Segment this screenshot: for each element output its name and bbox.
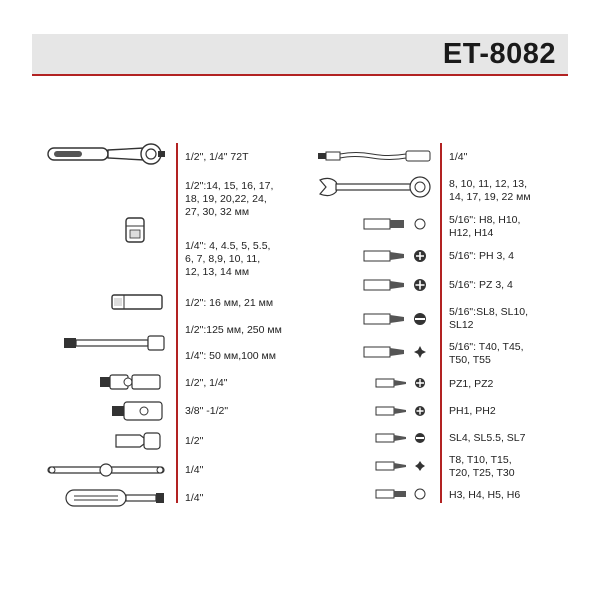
deep-socket-label: 1/2": 16 мм, 21 мм — [185, 297, 274, 309]
left-divider — [176, 143, 178, 503]
hex-small-bit-label: H3, H4, H5, H6 — [449, 489, 521, 501]
hex-bit-label: 5/16": H8, H10, H12, H14 — [449, 214, 521, 239]
slotted-small-bit-icon — [374, 431, 428, 445]
adapter-socket-label: 1/2" — [185, 435, 204, 447]
deep-socket-icon — [110, 293, 164, 311]
socket-sizes-half: 1/2":14, 15, 16, 17, 18, 19, 20,22, 24, 27, 30, 32 мм — [185, 180, 274, 218]
title-bar — [32, 34, 568, 76]
pozidriv-small-bit-label: PZ1, PZ2 — [449, 378, 494, 390]
phillips-bit-label: 5/16": PH 3, 4 — [449, 250, 515, 262]
socket-sizes-quarter: 1/4": 4, 4.5, 5, 5.5, 6, 7, 8,9, 10, 11, 12, 13, 14 мм — [185, 240, 271, 278]
extension-bar-label: 1/2":125 мм, 250 мм — [185, 324, 282, 336]
torx-bit-icon — [362, 344, 428, 360]
ratchet-icon — [46, 143, 168, 165]
phillips-small-bit-icon — [374, 404, 428, 418]
pozidriv-bit-icon — [362, 277, 428, 293]
pozidriv-small-bit-icon — [374, 376, 428, 390]
extension-bar-label-2: 1/4": 50 мм,100 мм — [185, 350, 276, 362]
torx-small-bit-icon — [374, 459, 428, 473]
slotted-bit-label: 5/16":SL8, SL10, SL12 — [449, 306, 529, 331]
adapter-icon — [110, 400, 166, 422]
extension-bar-icon — [62, 334, 166, 352]
slotted-small-bit-label: SL4, SL5.5, SL7 — [449, 432, 526, 444]
hex-small-bit-icon — [374, 487, 428, 501]
flex-extension-icon — [316, 148, 434, 164]
combination-wrench-label: 8, 10, 11, 12, 13, 14, 17, 19, 22 мм — [449, 178, 531, 203]
spinner-handle-label: 1/4" — [185, 492, 204, 504]
pozidriv-bit-label: 5/16": PZ 3, 4 — [449, 279, 513, 291]
model-number: ET-8082 — [442, 38, 556, 70]
right-divider — [440, 143, 442, 503]
t-handle-icon — [46, 461, 166, 479]
universal-joint-label: 1/2", 1/4" — [185, 377, 228, 389]
universal-joint-icon — [98, 373, 164, 391]
combination-wrench-icon — [316, 174, 434, 200]
flex-extension-label: 1/4" — [449, 151, 468, 163]
ratchet-label: 1/2", 1/4" 72T — [185, 151, 249, 163]
spinner-handle-icon — [64, 487, 166, 509]
phillips-bit-icon — [362, 248, 428, 264]
torx-small-bit-label: T8, T10, T15, T20, T25, T30 — [449, 454, 515, 479]
slotted-bit-icon — [362, 311, 428, 327]
socket-icon — [124, 216, 146, 244]
adapter-socket-icon — [114, 431, 164, 451]
t-handle-label: 1/4" — [185, 464, 204, 476]
phillips-small-bit-label: PH1, PH2 — [449, 405, 496, 417]
torx-bit-label: 5/16": T40, T45, T50, T55 — [449, 341, 524, 366]
adapter-label: 3/8" -1/2" — [185, 405, 229, 417]
hex-bit-icon — [362, 216, 428, 232]
